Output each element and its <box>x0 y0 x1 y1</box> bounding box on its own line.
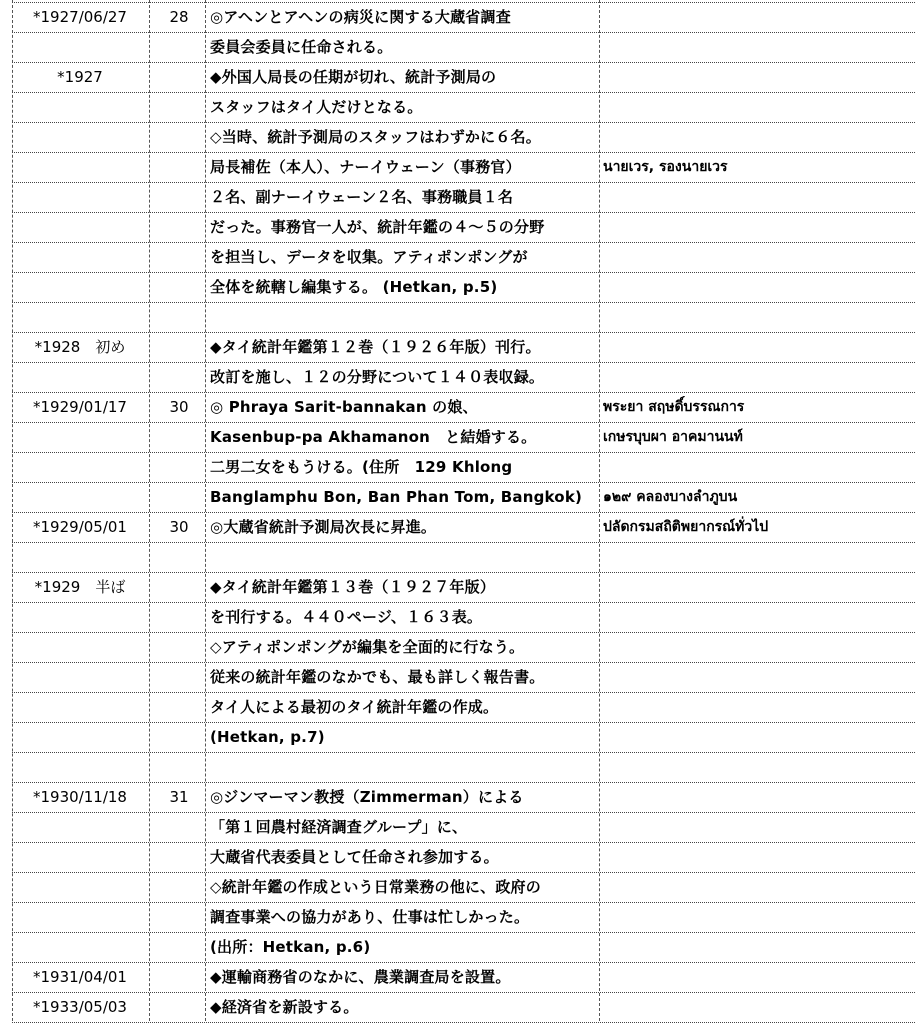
event-cell: ◎アヘンとアヘンの病災に関する大蔵省調査 <box>210 8 511 26</box>
thai-term-cell <box>603 872 915 902</box>
date-cell <box>12 542 148 572</box>
age-cell <box>154 602 204 632</box>
table-row <box>0 62 915 92</box>
event-cell: を担当し、データを収集。アティポンポングが <box>210 248 528 266</box>
event-cell: Kasenbup-pa Akhamanon と結婚する。 <box>210 428 537 446</box>
event-cell: ◎大蔵省統計予測局次長に昇進。 <box>210 518 437 536</box>
event-cell: ◇アティポンポングが編集を全面的に行なう。 <box>210 638 525 656</box>
table-row <box>0 992 915 1022</box>
event-cell: だった。事務官一人が、統計年鑑の４～５の分野 <box>210 218 545 236</box>
age-cell <box>154 62 204 92</box>
event-cell: 全体を統轄し編集する。 (Hetkan, p.5) <box>210 278 498 296</box>
thai-term-cell <box>603 962 915 992</box>
table-row <box>0 242 915 272</box>
event-cell: ◆タイ統計年鑑第１２巻（１９２６年版）刊行。 <box>210 338 541 356</box>
event-cell: ◆経済省を新設する。 <box>210 998 359 1016</box>
thai-term-cell <box>603 242 915 272</box>
event-cell: ◇当時、統計予測局のスタッフはわずかに６名。 <box>210 128 541 146</box>
thai-term-cell <box>603 722 915 752</box>
age-cell <box>154 962 204 992</box>
age-cell <box>154 32 204 62</box>
age-cell <box>154 272 204 302</box>
thai-term-cell <box>603 452 915 482</box>
table-row <box>0 212 915 242</box>
age-cell <box>154 632 204 662</box>
table-row <box>0 602 915 632</box>
date-cell <box>12 932 148 962</box>
thai-term-cell <box>603 362 915 392</box>
table-row <box>0 272 915 302</box>
age-cell: 30 <box>169 398 189 416</box>
table-row <box>0 842 915 872</box>
date-cell: *1928 初め <box>34 338 126 356</box>
age-cell <box>154 842 204 872</box>
event-cell: 「第１回農村経済調査グループ」に、 <box>210 818 468 836</box>
date-cell <box>12 842 148 872</box>
thai-term-cell: นายเวร, รองนายเวร <box>603 159 728 175</box>
date-cell <box>12 272 148 302</box>
age-cell <box>154 692 204 722</box>
table-row <box>0 422 915 452</box>
thai-term-cell <box>603 662 915 692</box>
date-cell <box>12 92 148 122</box>
date-cell <box>12 212 148 242</box>
table-row <box>0 962 915 992</box>
event-cell: Banglamphu Bon, Ban Phan Tom, Bangkok) <box>210 488 583 506</box>
thai-term-cell <box>603 992 915 1022</box>
age-cell <box>154 902 204 932</box>
date-cell <box>12 902 148 932</box>
date-cell <box>12 182 148 212</box>
date-cell <box>12 482 148 512</box>
thai-term-cell <box>603 332 915 362</box>
date-cell <box>12 452 148 482</box>
event-cell <box>210 752 598 782</box>
table-row <box>0 692 915 722</box>
event-cell: 改訂を施し、１２の分野について１４０表収録。 <box>210 368 545 386</box>
table-row <box>0 722 915 752</box>
age-cell <box>154 212 204 242</box>
thai-term-cell <box>603 542 915 572</box>
age-cell: 30 <box>169 518 189 536</box>
date-cell <box>12 422 148 452</box>
date-cell <box>12 242 148 272</box>
age-cell <box>154 542 204 572</box>
event-cell: 大蔵省代表委員として任命され参加する。 <box>210 848 499 866</box>
age-cell <box>154 932 204 962</box>
table-row <box>0 512 915 542</box>
thai-term-cell <box>603 602 915 632</box>
event-cell <box>210 302 598 332</box>
date-cell: *1933/05/03 <box>33 998 127 1016</box>
table-row <box>0 812 915 842</box>
age-cell <box>154 812 204 842</box>
thai-term-cell <box>603 182 915 212</box>
event-cell: 従来の統計年鑑のなかでも、最も詳しく報告書。 <box>210 668 545 686</box>
thai-term-cell <box>603 632 915 662</box>
thai-term-cell: พระยา สฤษดิ์บรรณการ <box>603 399 745 415</box>
age-cell <box>154 752 204 782</box>
age-cell <box>154 482 204 512</box>
date-cell <box>12 752 148 782</box>
date-cell <box>12 722 148 752</box>
thai-term-cell <box>603 692 915 722</box>
thai-term-cell <box>603 92 915 122</box>
table-row <box>0 902 915 932</box>
age-cell <box>154 242 204 272</box>
table-row <box>0 542 915 572</box>
table-row <box>0 452 915 482</box>
event-cell: タイ人による最初のタイ統計年鑑の作成。 <box>210 698 499 716</box>
thai-term-cell <box>603 842 915 872</box>
age-cell <box>154 92 204 122</box>
thai-term-cell <box>603 932 915 962</box>
table-row <box>0 2 915 32</box>
event-cell <box>210 542 598 572</box>
date-cell: *1927 <box>57 68 103 86</box>
event-cell: ◇統計年鑑の作成という日常業務の他に、政府の <box>210 878 541 896</box>
event-cell: ◎ジンマーマン教授（Zimmerman）による <box>210 788 524 806</box>
date-cell: *1927/06/27 <box>33 8 127 26</box>
age-cell: 31 <box>169 788 189 806</box>
table-row <box>0 782 915 812</box>
event-cell: ２名、副ナーイウェーン２名、事務職員１名 <box>210 188 514 206</box>
event-cell: ◆タイ統計年鑑第１３巻（１９２７年版） <box>210 578 496 596</box>
age-cell <box>154 122 204 152</box>
age-cell <box>154 662 204 692</box>
table-row <box>0 32 915 62</box>
thai-term-cell <box>603 302 915 332</box>
date-cell <box>12 872 148 902</box>
table-row <box>0 482 915 512</box>
table-row <box>0 752 915 782</box>
thai-term-cell <box>603 752 915 782</box>
event-cell: スタッフはタイ人だけとなる。 <box>210 98 423 116</box>
date-cell: *1929/01/17 <box>33 398 127 416</box>
thai-term-cell <box>603 272 915 302</box>
thai-term-cell <box>603 212 915 242</box>
table-row <box>0 302 915 332</box>
table-row <box>0 662 915 692</box>
date-cell <box>12 362 148 392</box>
date-cell <box>12 152 148 182</box>
age-cell <box>154 332 204 362</box>
date-cell <box>12 692 148 722</box>
age-cell <box>154 182 204 212</box>
event-cell: ◎ Phraya Sarit-bannakan の娘、 <box>210 398 478 416</box>
date-cell: *1931/04/01 <box>33 968 127 986</box>
age-cell <box>154 572 204 602</box>
age-cell <box>154 992 204 1022</box>
date-cell: *1929/05/01 <box>33 518 127 536</box>
date-cell <box>12 122 148 152</box>
table-row <box>0 332 915 362</box>
age-cell <box>154 722 204 752</box>
event-cell: 二男二女をもうける。(住所 129 Khlong <box>210 458 513 476</box>
thai-term-cell <box>603 2 915 32</box>
thai-term-cell <box>603 812 915 842</box>
thai-term-cell <box>603 572 915 602</box>
event-cell: ◆外国人局長の任期が切れ、統計予測局の <box>210 68 497 86</box>
age-cell <box>154 872 204 902</box>
event-cell: を刊行する。４４０ページ、１６３表。 <box>210 608 483 626</box>
thai-term-cell: เกษรบุบผา อาคมานนท์ <box>603 429 743 445</box>
date-cell <box>12 602 148 632</box>
event-cell: (Hetkan, p.7) <box>210 728 325 746</box>
age-cell <box>154 422 204 452</box>
table-row <box>0 572 915 602</box>
thai-term-cell <box>603 32 915 62</box>
thai-term-cell <box>603 782 915 812</box>
event-cell: 局長補佐（本人）、ナーイウェーン（事務官） <box>210 158 521 176</box>
table-row <box>0 632 915 662</box>
table-row <box>0 92 915 122</box>
thai-term-cell: ๑๒๙ คลองบางลำภูบน <box>603 489 738 505</box>
age-cell <box>154 152 204 182</box>
thai-term-cell <box>603 902 915 932</box>
thai-term-cell <box>603 62 915 92</box>
event-cell: 調査事業への協力があり、仕事は忙しかった。 <box>210 908 530 926</box>
date-cell: *1929 半ば <box>34 578 126 596</box>
date-cell <box>12 632 148 662</box>
thai-term-cell <box>603 122 915 152</box>
age-cell <box>154 362 204 392</box>
age-cell <box>154 452 204 482</box>
table-row <box>0 932 915 962</box>
date-cell <box>12 812 148 842</box>
date-cell <box>12 662 148 692</box>
age-cell: 28 <box>169 8 189 26</box>
date-cell <box>12 32 148 62</box>
table-row <box>0 392 915 422</box>
thai-term-cell: ปลัดกรมสถิติพยากรณ์ทั่วไป <box>603 519 769 535</box>
table-row <box>0 362 915 392</box>
date-cell <box>12 302 148 332</box>
table-row <box>0 872 915 902</box>
table-row <box>0 122 915 152</box>
age-cell <box>154 302 204 332</box>
event-cell: (出所：Hetkan, p.6) <box>210 938 371 956</box>
event-cell: 委員会委員に任命される。 <box>210 38 393 56</box>
event-cell: ◆運輸商務省のなかに、農業調査局を設置。 <box>210 968 511 986</box>
table-row <box>0 182 915 212</box>
date-cell: *1930/11/18 <box>33 788 127 806</box>
table-row <box>0 152 915 182</box>
